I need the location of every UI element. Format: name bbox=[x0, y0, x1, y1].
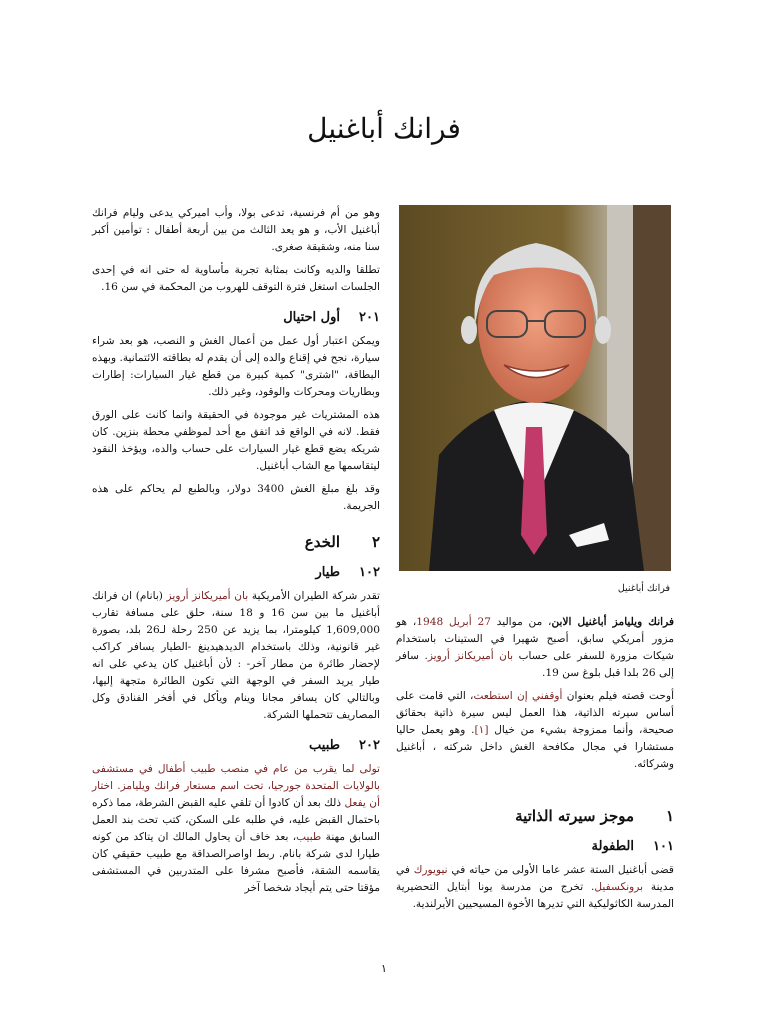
portrait-photo bbox=[399, 205, 671, 571]
section-title: الخدع bbox=[304, 533, 340, 551]
page-title: فرانك أباغنيل bbox=[307, 112, 461, 145]
section-title: طيار bbox=[315, 565, 340, 580]
section-heading-childhood bbox=[396, 839, 674, 854]
pilot-text-a: تقدر شركة الطيران الأمريكية bbox=[248, 590, 381, 602]
photo-caption: فرانك أباغنيل bbox=[617, 583, 670, 594]
birthdate-link[interactable]: 27 أبريل 1948 bbox=[416, 616, 491, 628]
section-title: الطفولة bbox=[591, 839, 634, 854]
first-scam-paragraph-3: وقد بلغ مبلغ الغش 3400 دولار، وبالطبع لم يحاكم على هذه الجريمة. bbox=[92, 483, 381, 512]
lead-text-a: ، من مواليد bbox=[490, 616, 552, 628]
intro-paragraph-1: وهو من أم فرنسية، تدعى بولا، وأب اميركي يدعى وليام فرانك أباغنيل الأب، و هو يعد الثالث من بين أربعة أطفال : توأمين أكبر سنا منه، وشقيقة صغرى. bbox=[92, 207, 380, 253]
film-text-c: . وهو يعمل حاليا مستشارا في مجال مكافحة الغش داخل شركته ، أباغنيل وشركائه. bbox=[396, 724, 674, 770]
reference-link[interactable]: [١] bbox=[474, 724, 489, 736]
section-title: أول احتيال bbox=[283, 310, 340, 325]
section-title: موجز سيرته الذاتية bbox=[515, 807, 634, 825]
panam-link[interactable]: بان أميريكانز أرويز bbox=[427, 650, 514, 662]
new-york-link[interactable]: نيويورك bbox=[413, 864, 448, 876]
section-title: طبيب bbox=[309, 738, 340, 753]
childhood-text-a: قضى أباغنيل الستة عشر عاما الأولى من حياته في bbox=[447, 864, 674, 876]
right-column bbox=[396, 205, 674, 919]
section-heading-scams bbox=[92, 533, 380, 551]
film-link[interactable]: أوقفني إن استطعت bbox=[473, 690, 563, 702]
first-scam-paragraph-2: هذه المشتريات غير موجودة في الحقيقة وانما كانت على الورق فقط. لانه في الواقع قد اتفق مع أحد لموظفي محطة بنزين. كان شريكه يضع قطع غيار السيارات على حساب والده، ويؤخذ النقود ليتقاسمها مع الشاب أباغنيل. bbox=[92, 409, 380, 472]
pilot-paragraph bbox=[92, 588, 380, 724]
section-number: ١ bbox=[665, 807, 674, 825]
section-heading-first-scam bbox=[92, 310, 380, 325]
page-number: ١ bbox=[381, 962, 387, 975]
section-number: ٢ bbox=[371, 533, 380, 551]
section-number: ٢٠٢ bbox=[359, 738, 380, 753]
section-heading-biography bbox=[396, 807, 674, 825]
section-number: ١٠١ bbox=[653, 839, 674, 854]
doctor-link-2[interactable]: طبيب bbox=[296, 831, 322, 843]
doctor-text-b: ، بعد خاف أن يحاول المالك ان يتاكد من كونه طيارا لدى شركة بانام. ربط اواصرالصداقة مع طبيب حقيقي كان يقاسمه الشقة، فأصبح مشرفا على المتدربين في المستشفى مؤقتا حتى يتم أيجاد شخصا آخر bbox=[92, 831, 380, 894]
first-scam-paragraph-1: ويمكن اعتبار أول عمل من أعمال الغش و النصب، هو بعد شراء سيارة، نجح في إقناع والده إلى أن يقدم له بطاقته الائتمانية. وبهذه البطاقة، "اشترى" كمية كبيرة من قطع غيار السيارات: إطارات وبطاريات ومحركات والوقود، وغير ذلك. bbox=[92, 335, 380, 398]
childhood-text-c: . تخرج من مدرسة يونا أبتايل التحضيرية المدرسة الكاثوليكية التي تديرها الأخوة المسيحيين الأيرلندية. bbox=[396, 881, 674, 910]
left-column bbox=[92, 205, 380, 903]
section-heading-pilot bbox=[92, 565, 380, 580]
childhood-paragraph bbox=[396, 862, 674, 913]
panam-link[interactable]: بان أميريكانز أرويز bbox=[166, 590, 249, 602]
childhood-text-b: في مدينة bbox=[396, 864, 674, 893]
doctor-link-1[interactable]: تولى لما يقرب من عام في منصب طبيب أطفال في مستشفى بالولايات المتحدة جورجيا، تحت اسم مستعار فرانك ويليامز. اختار أن يفعل bbox=[92, 763, 380, 809]
section-heading-doctor bbox=[92, 738, 380, 753]
bronxville-link[interactable]: برونكسفيل bbox=[594, 881, 644, 893]
lead-text-c: . سافر إلى 26 بلدا قبل بلوغ سن 19. bbox=[396, 650, 674, 679]
doctor-text-a: ذلك بعد أن كادوا أن تلقي عليه القبض الشرطة، مما ذكره باحتمال القبض عليه، في طلبه على السكن، كتب تحت بند العمل السابق مهنة bbox=[92, 797, 380, 843]
lead-paragraph bbox=[396, 614, 674, 682]
lead-text-b: ، هو مزور أمريكي سابق، أصبح شهيرا في الستينات باستخدام شيكات مزورة للسفر على حساب bbox=[396, 616, 675, 662]
film-text-b: ، التي قامت على أساس سيرته الذاتية، هذا العمل ليس سيرة ذاتية بحقائق صحيحة، وأنما ممزوجة بشيء من خيال bbox=[396, 690, 675, 736]
section-number: ٢٠١ bbox=[359, 310, 380, 325]
film-paragraph bbox=[396, 688, 674, 773]
section-number: ١٠٢ bbox=[359, 565, 380, 580]
doctor-paragraph bbox=[92, 761, 380, 897]
lead-name: فرانك ويليامز أباغنيل الابن bbox=[551, 616, 675, 628]
intro-paragraph-2: تطلقا والديه وكانت بمثابة تجربة مأساوية له حتى انه في إحدى الجلسات استغل فترة التوقف للهروب من المحكمة في سن 16. bbox=[92, 264, 380, 293]
pilot-text-b: (بانام) ان فرانك أباغنيل ما بين سن 16 و 18 سنة، حلق على مسافة تقارب 1,609,000 كيلومترا، بما يزيد عن 250 رحلة لـ26 بلد، بصورة غير قانونية، وذلك باستخدام الديدهيدينغ -الطيار يسافر كراكب لإحضار طائرة من مطار آخر- : لأن أباغنيل كان يدعي على انه طيار يريد السفر في الوجهة التي تكون الطائرة متجهة إليها، وبالتالي كان يسافر مجانا وينام ويأكل في أفخر الفنادق وكل المصاريف تتحملها الشركة. bbox=[92, 590, 380, 721]
film-text-a: أوحت قصته فيلم بعنوان bbox=[562, 690, 675, 702]
